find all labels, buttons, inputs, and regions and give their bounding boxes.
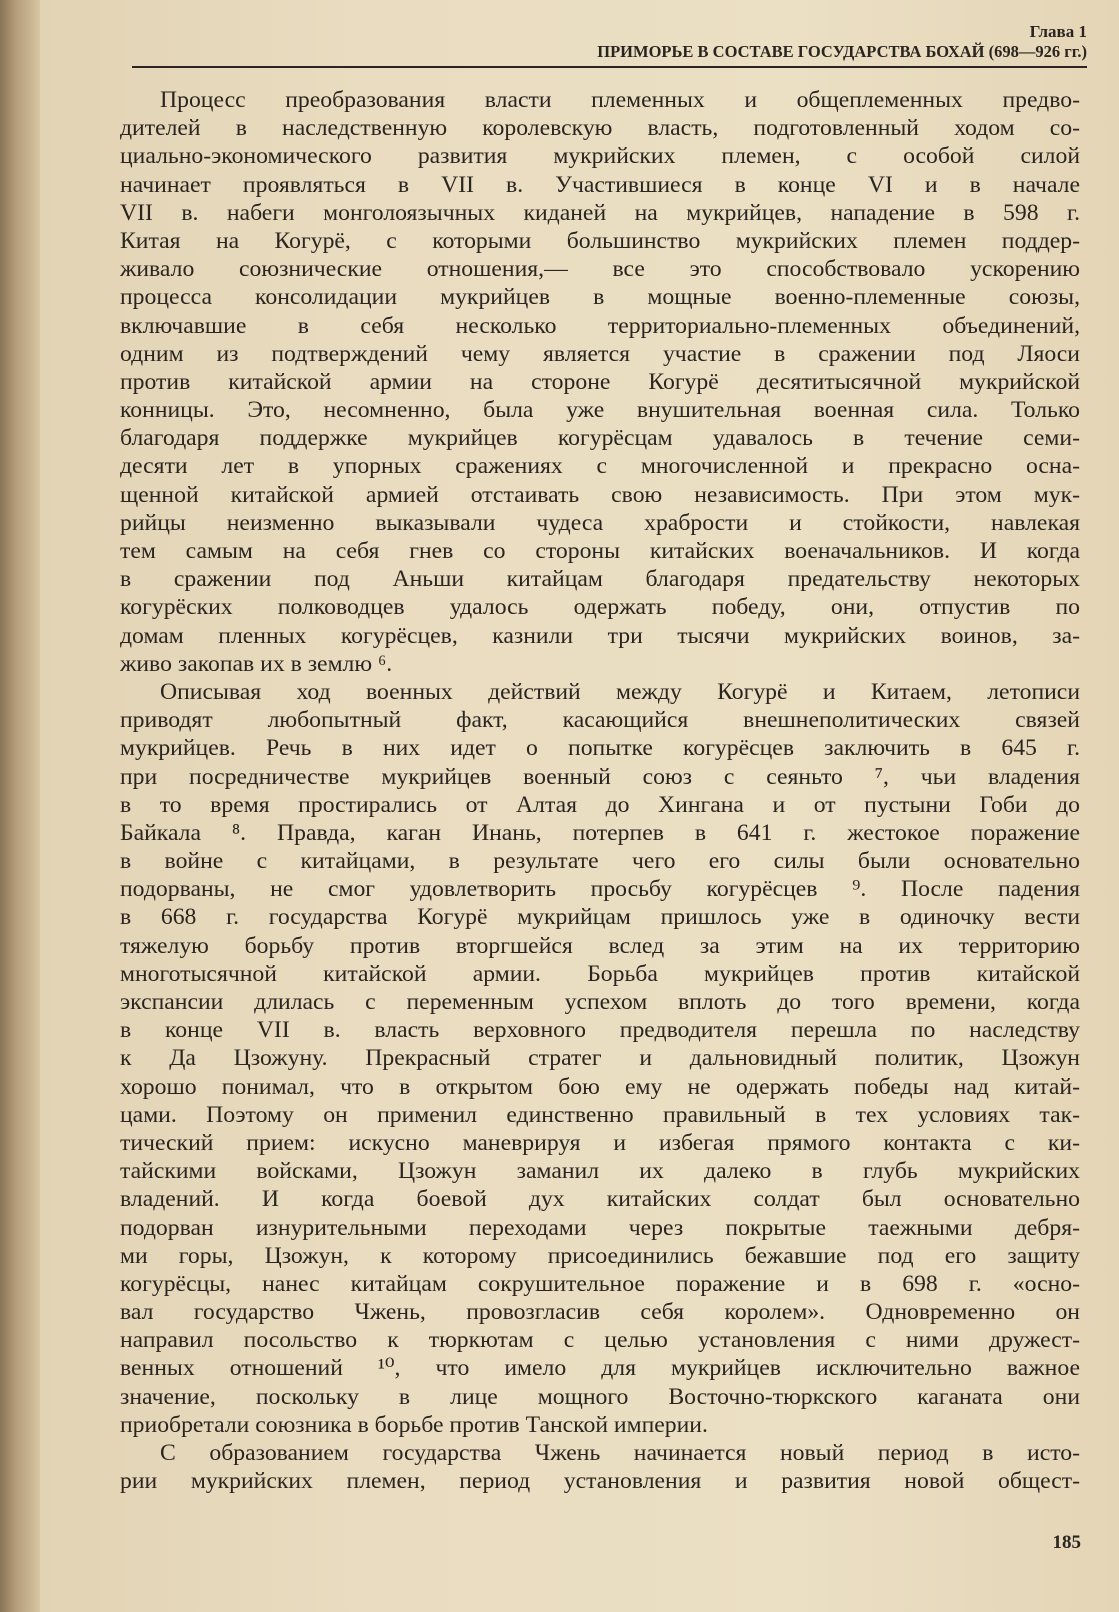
text-line: VII в. набеги монголоязычных киданей на мукрийцев, нападение в 598 г. [120,199,1080,226]
text-line: десяти лет в упорных сражениях с многочисленной и прекрасно осна- [120,453,1080,480]
text-line: рии мукрийских племен, период установления и развития новой общест- [120,1468,1080,1495]
text-line: вал государство Чжень, провозгласив себя королем». Одновременно он [120,1299,1080,1326]
text-line: в то время простирались от Алтая до Хингана и от пустыни Гоби до [120,791,1080,818]
text-line: в сражении под Аньши китайцам благодаря предательству некоторых [120,566,1080,593]
text-line: щенной китайской армией отстаивать свою независимость. При этом мук- [120,481,1080,508]
text-line: венных отношений ¹⁰, что имело для мукрийцев исключительно важное [120,1355,1080,1382]
text-line: направил посольство к тюркютам с целью установления с ними дружест- [120,1327,1080,1354]
text-line: экспансии длилась с переменным успехом вплоть до того времени, когда [120,989,1080,1015]
chapter-label: Глава 1 [1029,22,1087,41]
text-line: многотысячной китайской армии. Борьба мукрийцев против китайской [120,960,1080,987]
book-binding-shadow [0,0,40,1612]
text-line: хорошо понимал, что в открытом бою ему не одержать победы над китай- [120,1073,1080,1100]
text-line: значение, поскольку в лице мощного Восточно-тюркского каганата они [120,1383,1080,1410]
page-number: 185 [1052,1532,1081,1553]
text-line: владений. И когда боевой дух китайских солдат был основательно [120,1186,1080,1213]
text-line: приводят любопытный факт, касающийся внешнеполитических связей [120,707,1080,734]
text-line: к Да Цзожуну. Прекрасный стратег и дальновидный политик, Цзожун [120,1045,1080,1072]
text-line: цами. Поэтому он применил единственно правильный в тех условиях так- [120,1101,1080,1128]
text-line: живало союзнические отношения,— все это способствовало ускорению [120,256,1080,283]
text-line: благодаря поддержке мукрийцев когурёсцам удавалось в течение семи- [120,425,1080,452]
text-line: подорваны, не смог удовлетворить просьбу когурёсцев ⁹. После падения [120,876,1080,903]
text-line: приобретали союзника в борьбе против Танской империи. [120,1411,708,1438]
text-line: когурёских полководцев удалось одержать победу, они, отпустив по [120,594,1080,621]
text-line: дителей в наследственную королевскую власть, подготовленный ходом со- [120,115,1080,142]
text-line: Байкала ⁸. Правда, каган Инань, потерпев в 641 г. жестокое поражение [120,819,1080,846]
text-line: Китая на Когурё, с которыми большинство мукрийских племен поддер- [120,227,1080,254]
text-line: тем самым на себя гнев со стороны китайских военачальников. И когда [120,538,1080,564]
text-line: когурёсцы, нанес китайцам сокрушительное поражение и в 698 г. «осно- [120,1270,1080,1297]
book-page [40,0,1119,1612]
text-line: тайскими войсками, Цзожун заманил их далеко в глубь мукрийских [120,1158,1080,1185]
text-line: начинает проявляться в VII в. Участившиеся в конце VI и в начале [120,171,1080,198]
text-line: Процесс преобразования власти племенных и общеплеменных предво- [160,87,1080,113]
text-line: рийцы неизменно выказывали чудеса храбрости и стойкости, навлекая [120,509,1080,536]
running-title: ПРИМОРЬЕ В СОСТАВЕ ГОСУДАРСТВА БОХАЙ (698—926 гг.) [597,42,1087,61]
text-line: циально-экономического развития мукрийских племен, с особой силой [120,143,1080,170]
text-line: в войне с китайцами, в результате чего его силы были основательно [120,848,1080,875]
text-line: мукрийцев. Речь в них идет о попытке когурёсцев заключить в 645 г. [120,735,1080,762]
text-line: процесса консолидации мукрийцев в мощные военно-племенные союзы, [120,284,1080,311]
text-line: ми горы, Цзожун, к которому присоединились бежавшие под его защиту [120,1242,1080,1269]
text-line: одним из подтверждений чему является участие в сражении под Ляоси [120,340,1080,367]
text-line: тический прием: искусно маневрируя и избегая прямого контакта с ки- [120,1129,1080,1156]
text-line: в конце VII в. власть верховного предводителя перешла по наследству [120,1017,1080,1044]
text-line: подорван изнурительными переходами через покрытые таежными дебря- [120,1214,1080,1241]
text-line: конницы. Это, несомненно, была уже внушительная военная сила. Только [120,397,1080,424]
body-text [120,86,1080,1495]
text-line: Описывая ход военных действий между Когурё и Китаем, летописи [160,678,1080,705]
text-line: тяжелую борьбу против вторгшейся вслед за этим на их территорию [120,932,1080,959]
text-line: при посредничестве мукрийцев военный союз с сеяньто ⁷, чьи владения [120,763,1080,790]
text-line: в 668 г. государства Когурё мукрийцам пришлось уже в одиночку вести [120,904,1080,931]
text-line: С образованием государства Чжень начинается новый период в исто- [160,1440,1080,1466]
text-line: домам пленных когурёсцев, казнили три тысячи мукрийских воинов, за- [120,622,1080,649]
text-line: включавшие в себя несколько территориально-племенных объединений, [120,312,1080,339]
text-line: против китайской армии на стороне Когурё десятитысячной мукрийской [120,368,1080,395]
text-line: живо закопав их в землю ⁶. [120,650,393,677]
running-header [132,22,1087,68]
